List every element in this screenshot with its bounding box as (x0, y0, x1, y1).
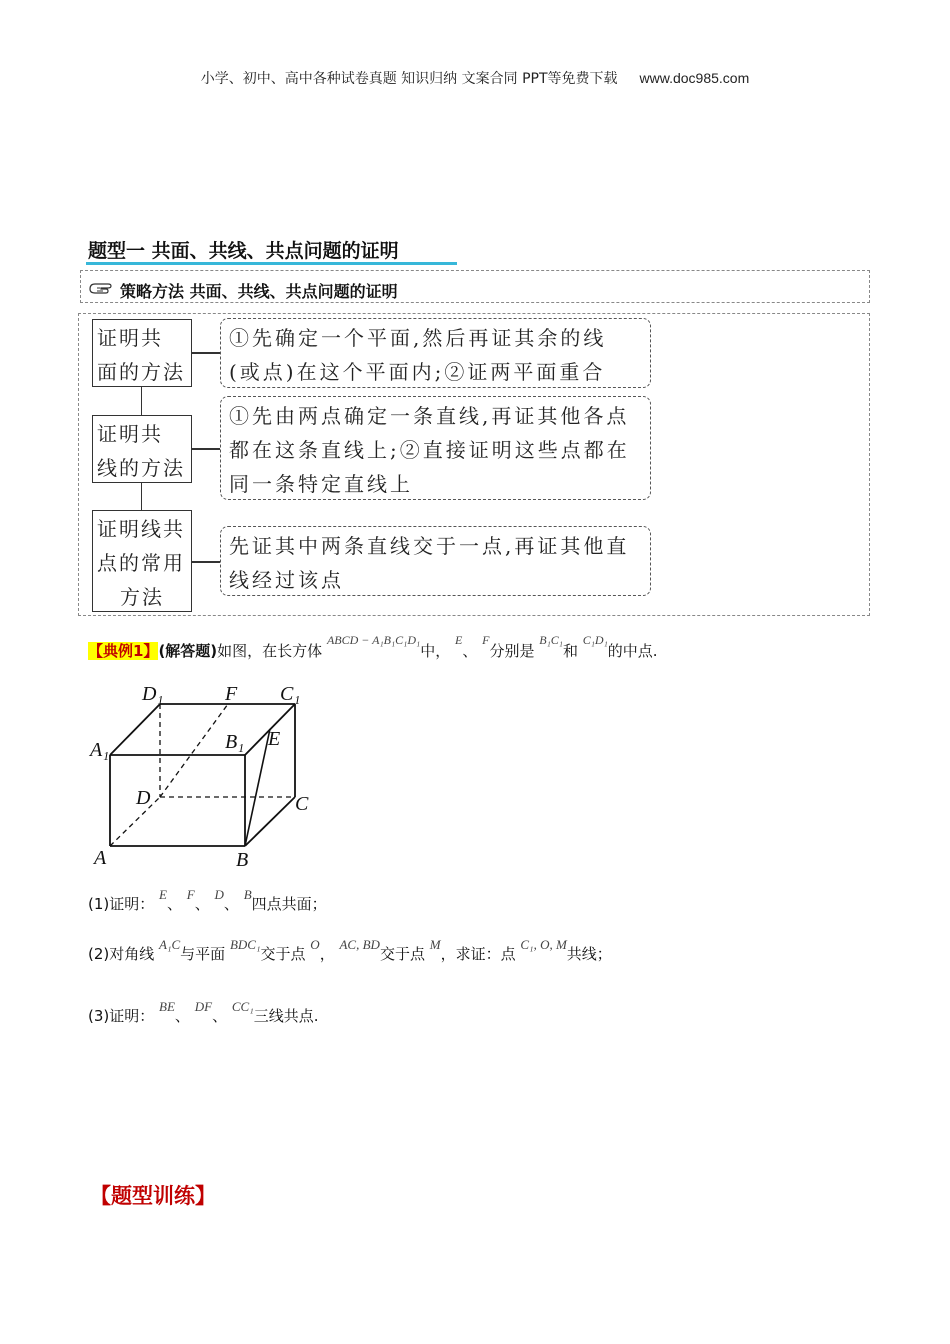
math-cc1: CC₁ (231, 999, 254, 1014)
method-label-line: 证明共 (97, 422, 163, 446)
math-a1c: A₁C (159, 937, 181, 952)
example-text: 中， (420, 642, 451, 660)
method-label-line: 方法 (120, 585, 164, 609)
section-title-underline (86, 262, 457, 265)
connector-vertical-2 (141, 482, 142, 511)
method-desc-coplanar (220, 318, 651, 388)
label-b1: B₁ (225, 731, 245, 753)
segment-be (245, 729, 270, 846)
math-m: M (429, 937, 441, 952)
label-c1: C₁ (280, 683, 301, 705)
math-point-f: F (482, 633, 490, 647)
label-d1: D₁ (142, 683, 164, 705)
header-site-link[interactable]: www.doc985.com (639, 70, 750, 86)
edge-ad-hidden (110, 797, 160, 846)
math-bdc1: BDC₁ (229, 937, 261, 952)
label-a: A (94, 847, 107, 869)
pointing-hand-icon (88, 280, 114, 296)
question-text: 交于点 (379, 945, 425, 963)
method-label-line: 点的常用 (97, 551, 185, 575)
section-title: 题型一 共面、共线、共点问题的证明 (88, 240, 399, 262)
question-sep: 、 (194, 895, 210, 913)
method-desc-line: ①先由两点确定一条直线,再证其他各点 (229, 404, 630, 428)
segment-df-hidden (160, 704, 228, 797)
connector-horizontal-1 (192, 352, 220, 354)
label-c: C (295, 793, 309, 815)
label-a1: A₁ (90, 739, 110, 761)
question-1 (88, 887, 327, 914)
question-sep: 、 (212, 1007, 228, 1025)
question-text: 三线共点. (253, 1007, 319, 1025)
question-2 (88, 937, 612, 964)
question-text: (2)对角线 (88, 945, 155, 963)
example-text: 和 (562, 642, 578, 660)
method-desc-line: 先证其中两条直线交于一点,再证其他直 (229, 534, 630, 558)
method-label-line: 证明共 (97, 326, 163, 350)
math-d: D (214, 887, 224, 902)
method-box-coplanar (92, 319, 192, 387)
question-sep: 、 (174, 1007, 190, 1025)
edge-bc (245, 797, 295, 846)
method-desc-line: 同一条特定直线上 (229, 472, 413, 496)
method-desc-line: 都在这条直线上;②直接证明这些点都在 (229, 438, 630, 462)
label-f: F (225, 683, 238, 705)
label-b: B (236, 849, 249, 871)
math-segment-b1c1: B₁C₁ (539, 633, 563, 647)
question-text: 交于点 (260, 945, 306, 963)
math-b: B (243, 887, 252, 902)
question-sep: 、 (223, 895, 239, 913)
math-f: F (186, 887, 195, 902)
question-3 (88, 999, 319, 1026)
math-e: E (159, 887, 167, 902)
math-o: O (310, 937, 320, 952)
connector-horizontal-3 (192, 561, 220, 563)
question-text: 四点共面； (251, 895, 327, 913)
example-type: (解答题) (158, 642, 218, 660)
connector-horizontal-2 (192, 448, 220, 450)
math-ac-bd: AC, BD (339, 937, 380, 952)
example-text: 的中点. (607, 642, 658, 660)
example-statement (88, 633, 658, 661)
question-sep: 、 (166, 895, 182, 913)
math-cuboid: ABCD − A₁B₁C₁D₁ (326, 633, 421, 647)
method-label-line: 线的方法 (97, 456, 185, 480)
question-text: 与平面 (180, 945, 226, 963)
method-desc-line: (或点)在这个平面内;②证两平面重合 (229, 360, 606, 384)
math-segment-c1d1: C₁D₁ (582, 633, 608, 647)
method-box-collinear (92, 415, 192, 483)
example-tag: 【典例1】 (88, 642, 159, 660)
header-text: 小学、初中、高中各种试卷真题 知识归纳 文案合同 PPT等免费下载 (200, 71, 618, 87)
connector-vertical-1 (141, 387, 142, 416)
edge-a1d1 (110, 704, 160, 755)
example-text: 分别是 (489, 642, 535, 660)
math-point-e: E (454, 633, 463, 647)
method-box-concurrent (92, 510, 192, 612)
method-label-line: 证明线共 (97, 517, 185, 541)
question-text: (1)证明： (88, 895, 155, 913)
page-header (0, 68, 950, 88)
question-text: 共线； (566, 945, 612, 963)
label-e: E (268, 728, 281, 750)
method-desc-line: ①先确定一个平面,然后再证其余的线 (229, 326, 607, 350)
question-text: ，求证：点 (440, 945, 516, 963)
method-desc-collinear (220, 396, 651, 500)
example-text: 、 (462, 642, 478, 660)
question-text: (3)证明： (88, 1007, 155, 1025)
label-d: D (136, 787, 151, 809)
practice-heading: 【题型训练】 (90, 1184, 216, 1208)
example-text: 如图，在长方体 (217, 642, 323, 660)
math-df: DF (194, 999, 213, 1014)
question-text: ， (319, 945, 335, 963)
method-desc-concurrent (220, 526, 651, 596)
method-desc-line: 线经过该点 (229, 568, 344, 592)
math-c1-o-m: C₁, O, M (520, 937, 567, 952)
cuboid-figure (88, 682, 328, 874)
method-label-line: 面的方法 (97, 360, 185, 384)
math-be: BE (159, 999, 175, 1014)
strategy-title: 策略方法 共面、共线、共点问题的证明 (120, 282, 398, 301)
